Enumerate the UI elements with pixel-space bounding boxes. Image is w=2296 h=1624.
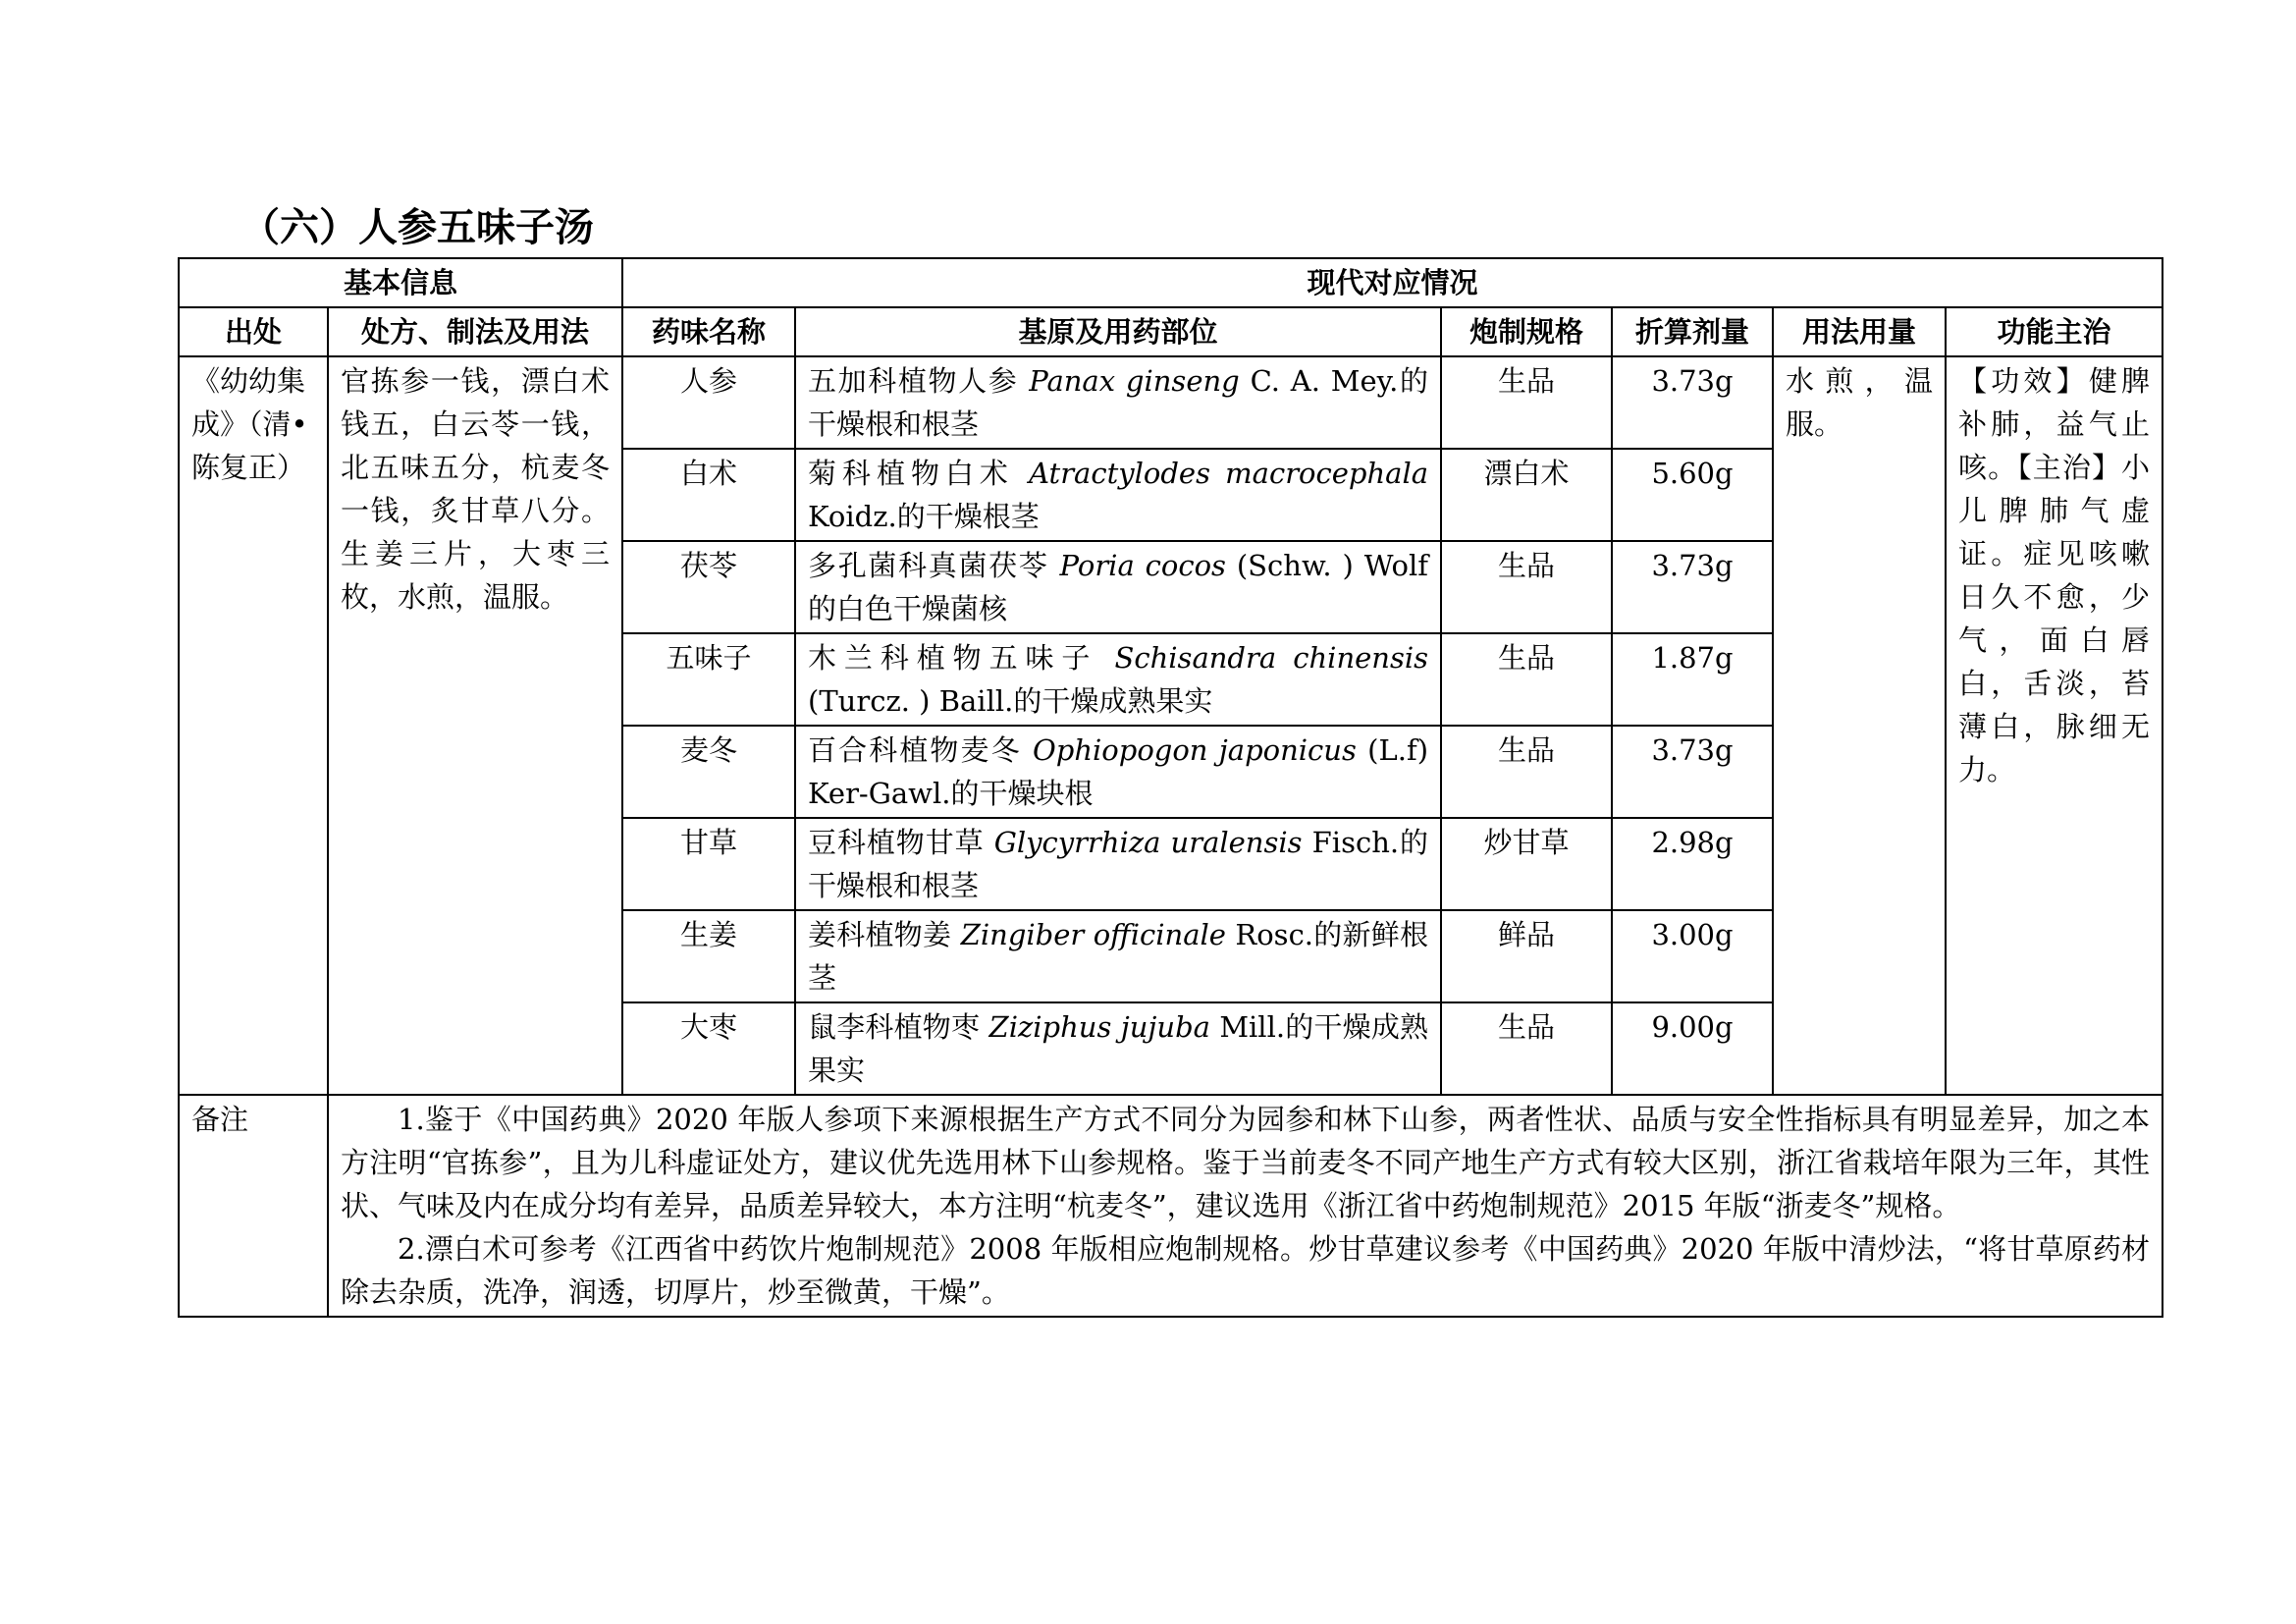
header-source: 出处 [179, 307, 328, 356]
latin-name: Ophiopogon japonicus [1033, 733, 1357, 767]
remark-label: 备注 [179, 1095, 328, 1317]
herb-origin: 百合科植物麦冬 Ophiopogon japonicus (L.f) Ker-Gawl.的干燥块根 [795, 726, 1441, 818]
header-function: 功能主治 [1946, 307, 2163, 356]
herb-processing: 漂白术 [1441, 449, 1612, 541]
herb-processing: 生品 [1441, 726, 1612, 818]
herb-dose: 1.87g [1612, 633, 1773, 726]
herb-dose: 3.00g [1612, 910, 1773, 1002]
header-herb-name: 药味名称 [622, 307, 795, 356]
header-origin: 基原及用药部位 [795, 307, 1441, 356]
remark-notes [328, 1095, 2163, 1317]
herb-name: 茯苓 [622, 541, 795, 633]
herb-name: 白术 [622, 449, 795, 541]
herb-processing: 鲜品 [1441, 910, 1612, 1002]
remark-row [179, 1095, 2163, 1317]
herb-name: 甘草 [622, 818, 795, 910]
usage-cell: 水煎，温服。 [1773, 356, 1946, 1095]
herb-dose: 5.60g [1612, 449, 1773, 541]
herb-dose: 3.73g [1612, 726, 1773, 818]
herb-processing: 生品 [1441, 541, 1612, 633]
header-usage: 用法用量 [1773, 307, 1946, 356]
prescription-table [178, 257, 2163, 1318]
herb-dose: 2.98g [1612, 818, 1773, 910]
herb-name: 麦冬 [622, 726, 795, 818]
herb-origin: 鼠李科植物枣 Ziziphus jujuba Mill.的干燥成熟果实 [795, 1002, 1441, 1095]
herb-origin: 菊科植物白术 Atractylodes macrocephala Koidz.的干燥根茎 [795, 449, 1441, 541]
source-cell: 《幼幼集成》（清•陈复正） [179, 356, 328, 1095]
herb-dose: 3.73g [1612, 541, 1773, 633]
latin-name: Panax ginseng [1029, 364, 1240, 398]
latin-name: Schisandra chinensis [1114, 641, 1429, 675]
herb-origin: 五加科植物人参 Panax ginseng C. A. Mey.的干燥根和根茎 [795, 356, 1441, 449]
herb-processing: 生品 [1441, 356, 1612, 449]
table-row [179, 356, 2163, 449]
herb-origin: 豆科植物甘草 Glycyrrhiza uralensis Fisch.的干燥根和根茎 [795, 818, 1441, 910]
function-cell: 【功效】健脾补肺，益气止咳。【主治】小儿脾肺气虚证。症见咳嗽日久不愈，少气，面白唇白，舌淡，苔薄白，脉细无力。 [1946, 356, 2163, 1095]
herb-dose: 9.00g [1612, 1002, 1773, 1095]
remark-note: 2.漂白术可参考《江西省中药饮片炮制规范》2008 年版相应炮制规格。炒甘草建议参考《中国药典》2020 年版中清炒法，“将甘草原药材除去杂质，洗净，润透，切厚片，炒至微黄，干燥”。 [341, 1232, 2151, 1309]
header-processing: 炮制规格 [1441, 307, 1612, 356]
herb-name: 生姜 [622, 910, 795, 1002]
herb-name: 大枣 [622, 1002, 795, 1095]
header-basic-info: 基本信息 [179, 258, 622, 307]
herb-name: 人参 [622, 356, 795, 449]
header-prescription: 处方、制法及用法 [328, 307, 622, 356]
herb-origin: 木兰科植物五味子 Schisandra chinensis (Turcz. ) Baill.的干燥成熟果实 [795, 633, 1441, 726]
herb-processing: 炒甘草 [1441, 818, 1612, 910]
herb-processing: 生品 [1441, 633, 1612, 726]
latin-name: Poria cocos [1059, 549, 1226, 582]
herb-name: 五味子 [622, 633, 795, 726]
page-title: （六）人参五味子汤 [240, 205, 594, 250]
header-modern: 现代对应情况 [622, 258, 2163, 307]
herb-origin: 多孔菌科真菌茯苓 Poria cocos (Schw. ) Wolf 的白色干燥菌核 [795, 541, 1441, 633]
latin-name: Glycyrrhiza uralensis [993, 826, 1303, 859]
herb-origin: 姜科植物姜 Zingiber officinale Rosc.的新鲜根茎 [795, 910, 1441, 1002]
herb-dose: 3.73g [1612, 356, 1773, 449]
latin-name: Zingiber officinale [960, 918, 1226, 951]
header-dose: 折算剂量 [1612, 307, 1773, 356]
latin-name: Ziziphus jujuba [988, 1010, 1210, 1044]
herb-processing: 生品 [1441, 1002, 1612, 1095]
latin-name: Atractylodes macrocephala [1029, 457, 1429, 490]
remark-note: 1.鉴于《中国药典》2020 年版人参项下来源根据生产方式不同分为园参和林下山参，两者性状、品质与安全性指标具有明显差异，加之本方注明“官拣参”，且为儿科虚证处方，建议优先选用林下山参规格。鉴于当前麦冬不同产地生产方式有较大区别，浙江省栽培年限为三年，其性状、气味及内在成分均有差异，品质差异较大，本方注明“杭麦冬”，建议选用《浙江省中药炮制规范》2015 年版“浙麦冬”规格。 [341, 1103, 2151, 1222]
prescription-cell: 官拣参一钱，漂白术钱五，白云苓一钱，北五味五分，杭麦冬一钱，炙甘草八分。生姜三片，大枣三枚，水煎，温服。 [328, 356, 622, 1095]
